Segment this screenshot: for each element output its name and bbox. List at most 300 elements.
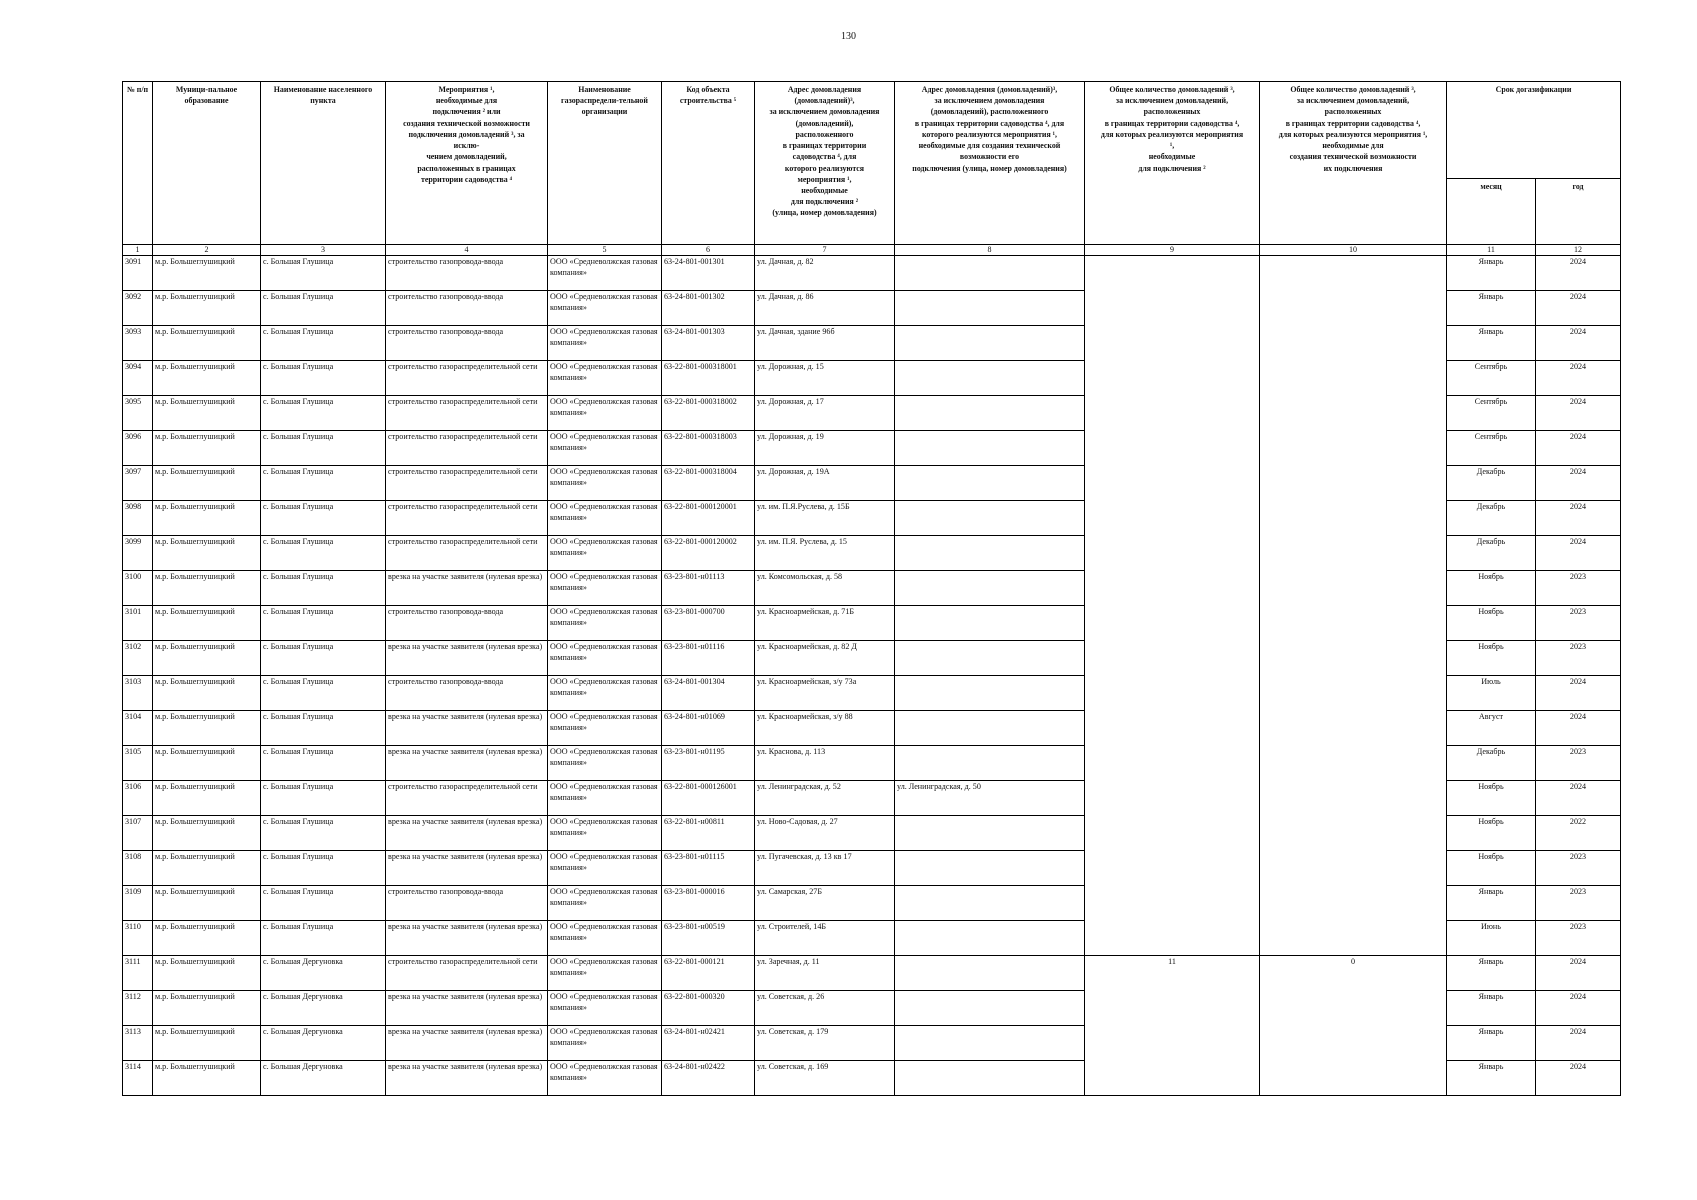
row-address: ул. Самарская, 27Б [755,886,895,921]
header-count-tech [1260,82,1447,245]
row-organization: ООО «Средневолжская газовая компания» [548,921,662,956]
header-line: ¹, [1169,141,1175,151]
header-line: расположенного [795,129,854,139]
row-organization: ООО «Средневолжская газовая компания» [548,676,662,711]
row-address-tech [895,396,1085,431]
page-number: 130 [841,31,856,42]
row-month: Сентябрь [1447,396,1536,431]
row-number: 3105 [123,746,153,781]
header-line: мероприятия ¹, [797,174,852,184]
row-month: Декабрь [1447,746,1536,781]
row-event: врезка на участке заявителя (нулевая врезка) [386,816,548,851]
row-year: 2024 [1536,361,1621,396]
row-object-code: 63-22-801-000318003 [662,431,755,466]
header-deadline: Срок догазификации [1447,82,1621,179]
row-month: Январь [1447,1061,1536,1096]
row-year: 2024 [1536,431,1621,466]
header-month: месяц [1447,179,1536,245]
row-address-tech [895,431,1085,466]
header-line: (домовладений), [795,118,854,128]
row-settlement: с. Большая Глушица [261,361,386,396]
row-organization: ООО «Средневолжская газовая компания» [548,1061,662,1096]
row-settlement: с. Большая Дергуновка [261,1061,386,1096]
header-line: для которых реализуются мероприятия ¹, [1278,129,1428,139]
row-address-tech [895,256,1085,291]
header-line: необходимые для [435,96,498,106]
row-month: Декабрь [1447,501,1536,536]
row-municipality: м.р. Большеглушицкий [153,431,261,466]
row-settlement: с. Большая Дергуновка [261,991,386,1026]
row-event: строительство газораспределительной сети [386,361,548,396]
header-events-text [388,84,545,185]
row-number: 3099 [123,536,153,571]
header-line: необходимые [801,185,848,195]
row-year: 2024 [1536,676,1621,711]
row-municipality: м.р. Большеглушицкий [153,1061,261,1096]
header-line: возможности его [959,152,1020,162]
header-line: которого реализуются [784,163,865,173]
column-number: 8 [895,245,1085,256]
header-address [755,82,895,245]
row-settlement: с. Большая Дергуновка [261,956,386,991]
row-address: ул. Дорожная, д. 19А [755,466,895,501]
column-number: 2 [153,245,261,256]
header-count-tech-text [1262,84,1444,174]
row-year: 2023 [1536,606,1621,641]
row-event: врезка на участке заявителя (нулевая врезка) [386,921,548,956]
column-number: 1 [123,245,153,256]
row-object-code: 63-23-801-000016 [662,886,755,921]
row-year: 2024 [1536,536,1621,571]
row-object-code: 63-22-801-000318002 [662,396,755,431]
row-organization: ООО «Средневолжская газовая компания» [548,746,662,781]
row-number: 3102 [123,641,153,676]
header-line: создания технической возможности [403,118,530,128]
row-object-code: 63-24-801-001302 [662,291,755,326]
header-line: подключения (улица, номер домовладения) [912,163,1067,173]
row-settlement: с. Большая Глушица [261,606,386,641]
header-settlement: Наименование населенного пункта [261,82,386,245]
group-count-connect [1085,256,1260,956]
row-year: 2024 [1536,291,1621,326]
row-event: врезка на участке заявителя (нулевая врезка) [386,711,548,746]
row-organization: ООО «Средневолжская газовая компания» [548,641,662,676]
row-year: 2024 [1536,466,1621,501]
table-row [123,256,1621,291]
header-address-tech [895,82,1085,245]
row-month: Январь [1447,1026,1536,1061]
row-municipality: м.р. Большеглушицкий [153,256,261,291]
row-municipality: м.р. Большеглушицкий [153,536,261,571]
row-organization: ООО «Средневолжская газовая компания» [548,501,662,536]
row-municipality: м.р. Большеглушицкий [153,1026,261,1061]
row-month: Декабрь [1447,536,1536,571]
row-number: 3093 [123,326,153,361]
row-event: строительство газопровода-ввода [386,256,548,291]
row-municipality: м.р. Большеглушицкий [153,641,261,676]
header-line: (улица, номер домовладения) [772,208,877,218]
row-number: 3097 [123,466,153,501]
row-organization: ООО «Средневолжская газовая компания» [548,991,662,1026]
row-month: Сентябрь [1447,431,1536,466]
row-object-code: 63-24-801-н01069 [662,711,755,746]
row-settlement: с. Большая Глушица [261,571,386,606]
row-organization: ООО «Средневолжская газовая компания» [548,431,662,466]
row-event: строительство газопровода-ввода [386,291,548,326]
row-address-tech [895,711,1085,746]
row-organization: ООО «Средневолжская газовая компания» [548,326,662,361]
row-settlement: с. Большая Глушица [261,676,386,711]
row-address-tech [895,921,1085,956]
row-settlement: с. Большая Глушица [261,886,386,921]
group-count-connect: 11 [1085,956,1260,1096]
row-year: 2024 [1536,501,1621,536]
row-year: 2022 [1536,816,1621,851]
row-address-tech [895,501,1085,536]
row-object-code: 63-22-801-000121 [662,956,755,991]
header-line: исклю- [453,141,480,151]
row-settlement: с. Большая Глушица [261,291,386,326]
row-municipality: м.р. Большеглушицкий [153,396,261,431]
header-line: Общее количество домовладений ³, [1109,85,1235,94]
row-year: 2024 [1536,956,1621,991]
row-settlement: с. Большая Глушица [261,501,386,536]
column-number: 10 [1260,245,1447,256]
row-address: ул. Красноармейская, з/у 73а [755,676,895,711]
row-object-code: 63-22-801-000320 [662,991,755,1026]
row-address-tech [895,326,1085,361]
row-address: ул. Советская, д. 179 [755,1026,895,1061]
row-year: 2024 [1536,1026,1621,1061]
column-number: 9 [1085,245,1260,256]
header-line: территории садоводства ⁴ [421,174,512,184]
row-object-code: 63-24-801-001301 [662,256,755,291]
header-line: (домовладений), расположенного [930,107,1049,117]
row-number: 3095 [123,396,153,431]
header-line: необходимые для создания технической [918,141,1061,151]
row-year: 2023 [1536,851,1621,886]
row-object-code: 63-23-801-000700 [662,606,755,641]
row-settlement: с. Большая Глушица [261,326,386,361]
row-object-code: 63-23-801-н00519 [662,921,755,956]
row-object-code: 63-22-801-н00811 [662,816,755,851]
header-line: расположенных [1324,107,1382,117]
row-municipality: м.р. Большеглушицкий [153,676,261,711]
row-address-tech [895,956,1085,991]
row-month: Декабрь [1447,466,1536,501]
row-organization: ООО «Средневолжская газовая компания» [548,291,662,326]
row-settlement: с. Большая Глушица [261,711,386,746]
row-address-tech [895,746,1085,781]
row-address: ул. Советская, д. 169 [755,1061,895,1096]
row-organization: ООО «Средневолжская газовая компания» [548,1026,662,1061]
header-line: которого реализуются мероприятия ¹, [921,129,1058,139]
row-event: строительство газораспределительной сети [386,396,548,431]
row-object-code: 63-23-801-н01116 [662,641,755,676]
row-object-code: 63-23-801-н01195 [662,746,755,781]
row-number: 3108 [123,851,153,886]
header-line: за исключением домовладения [934,96,1045,106]
row-event: строительство газопровода-ввода [386,606,548,641]
header-line: для подключения ² [1138,163,1206,173]
row-address: ул. Дорожная, д. 15 [755,361,895,396]
header-line: за исключением домовладения [769,107,880,117]
header-line: расположенных в границах [417,163,516,173]
row-object-code: 63-23-801-н01115 [662,851,755,886]
row-month: Ноябрь [1447,816,1536,851]
row-address: ул. Строителей, 14Б [755,921,895,956]
group-count-tech: 0 [1260,956,1447,1096]
row-month: Ноябрь [1447,571,1536,606]
column-number: 7 [755,245,895,256]
row-municipality: м.р. Большеглушицкий [153,501,261,536]
row-month: Январь [1447,956,1536,991]
row-number: 3109 [123,886,153,921]
row-municipality: м.р. Большеглушицкий [153,291,261,326]
row-event: строительство газораспределительной сети [386,466,548,501]
header-line: в границах территории [782,141,867,151]
row-year: 2024 [1536,1061,1621,1096]
row-number: 3092 [123,291,153,326]
header-count-connect-text [1087,84,1257,174]
row-organization: ООО «Средневолжская газовая компания» [548,886,662,921]
header-line: создания технической возможности [1289,152,1417,162]
header-line: Мероприятия ¹, [438,85,495,94]
row-municipality: м.р. Большеглушицкий [153,816,261,851]
row-organization: ООО «Средневолжская газовая компания» [548,606,662,641]
row-municipality: м.р. Большеглушицкий [153,956,261,991]
row-municipality: м.р. Большеглушицкий [153,326,261,361]
row-object-code: 63-22-801-000126001 [662,781,755,816]
row-organization: ООО «Средневолжская газовая компания» [548,816,662,851]
row-address-tech [895,1026,1085,1061]
table-body [123,256,1621,1096]
row-number: 3113 [123,1026,153,1061]
header-line: Адрес домовладения [787,85,862,94]
row-event: строительство газораспределительной сети [386,431,548,466]
row-month: Ноябрь [1447,641,1536,676]
row-address: ул. Советская, д. 26 [755,991,895,1026]
row-month: Июнь [1447,921,1536,956]
row-number: 3091 [123,256,153,291]
row-number: 3112 [123,991,153,1026]
row-municipality: м.р. Большеглушицкий [153,921,261,956]
row-municipality: м.р. Большеглушицкий [153,851,261,886]
row-settlement: с. Большая Глушица [261,536,386,571]
row-number: 3094 [123,361,153,396]
header-line: Адрес домовладения (домовладений)³, [921,85,1058,94]
row-organization: ООО «Средневолжская газовая компания» [548,466,662,501]
row-address-tech [895,536,1085,571]
row-organization: ООО «Средневолжская газовая компания» [548,851,662,886]
row-address: ул. Красноармейская, з/у 88 [755,711,895,746]
header-line: расположенных [1143,107,1201,117]
row-object-code: 63-23-801-н01113 [662,571,755,606]
row-municipality: м.р. Большеглушицкий [153,991,261,1026]
row-address-tech [895,606,1085,641]
row-number: 3096 [123,431,153,466]
row-object-code: 63-22-801-000120002 [662,536,755,571]
row-number: 3114 [123,1061,153,1096]
row-municipality: м.р. Большеглушицкий [153,711,261,746]
table-header [123,82,1621,256]
row-year: 2023 [1536,886,1621,921]
header-municipality: Муници-пальное образование [153,82,261,245]
row-settlement: с. Большая Глушица [261,851,386,886]
row-month: Ноябрь [1447,851,1536,886]
header-line: за исключением домовладений, [1115,96,1229,106]
column-number: 6 [662,245,755,256]
row-number: 3107 [123,816,153,851]
row-month: Январь [1447,291,1536,326]
row-number: 3100 [123,571,153,606]
row-address: ул. Дорожная, д. 17 [755,396,895,431]
column-number: 3 [261,245,386,256]
row-address: ул. им. П.Я.Руслева, д. 15Б [755,501,895,536]
row-event: врезка на участке заявителя (нулевая врезка) [386,991,548,1026]
row-year: 2024 [1536,991,1621,1026]
row-year: 2023 [1536,641,1621,676]
header-line: в границах территории садоводства ⁴, [1285,118,1421,128]
row-address: ул. Красноармейская, д. 82 Д [755,641,895,676]
row-object-code: 63-24-801-н02421 [662,1026,755,1061]
header-num: № п/п [123,82,153,245]
row-address: ул. Дачная, д. 86 [755,291,895,326]
header-year: год [1536,179,1621,245]
row-event: строительство газораспределительной сети [386,536,548,571]
row-year: 2023 [1536,746,1621,781]
row-address-tech [895,991,1085,1026]
group-count-tech [1260,256,1447,956]
row-municipality: м.р. Большеглушицкий [153,746,261,781]
row-address-tech [895,1061,1085,1096]
row-settlement: с. Большая Глушица [261,256,386,291]
header-organization: Наименование газораспредели-тельной организации [548,82,662,245]
column-numbers-row [123,245,1621,256]
row-event: врезка на участке заявителя (нулевая врезка) [386,1026,548,1061]
header-line: за исключением домовладений, [1296,96,1410,106]
row-number: 3110 [123,921,153,956]
row-settlement: с. Большая Глушица [261,641,386,676]
row-municipality: м.р. Большеглушицкий [153,466,261,501]
header-line: необходимые [1148,152,1196,162]
row-settlement: с. Большая Глушица [261,921,386,956]
row-organization: ООО «Средневолжская газовая компания» [548,361,662,396]
row-event: строительство газораспределительной сети [386,501,548,536]
header-address-text [757,84,892,219]
row-settlement: с. Большая Дергуновка [261,1026,386,1061]
row-address: ул. Дачная, д. 82 [755,256,895,291]
header-line: чением домовладений, [426,152,507,162]
row-event: врезка на участке заявителя (нулевая врезка) [386,641,548,676]
row-year: 2024 [1536,781,1621,816]
row-month: Август [1447,711,1536,746]
row-address: ул. Дачная, здание 96б [755,326,895,361]
row-year: 2023 [1536,571,1621,606]
row-event: врезка на участке заявителя (нулевая врезка) [386,571,548,606]
row-object-code: 63-24-801-001303 [662,326,755,361]
row-object-code: 63-22-801-000318001 [662,361,755,396]
row-address-tech [895,886,1085,921]
row-organization: ООО «Средневолжская газовая компания» [548,571,662,606]
row-month: Ноябрь [1447,781,1536,816]
header-count-connect [1085,82,1260,245]
header-line: в границах территории садоводства ⁴, [1104,118,1240,128]
header-events [386,82,548,245]
row-month: Ноябрь [1447,606,1536,641]
row-settlement: с. Большая Глушица [261,816,386,851]
row-number: 3111 [123,956,153,991]
row-year: 2024 [1536,396,1621,431]
row-organization: ООО «Средневолжская газовая компания» [548,711,662,746]
header-line: подключения ² или [432,107,501,117]
header-line: (домовладений)³, [794,96,855,106]
row-municipality: м.р. Большеглушицкий [153,886,261,921]
row-number: 3101 [123,606,153,641]
row-address: ул. Комсомольская, д. 58 [755,571,895,606]
table-row [123,956,1621,991]
row-month: Январь [1447,256,1536,291]
row-month: Июль [1447,676,1536,711]
row-address-tech [895,851,1085,886]
header-line: подключения домовладений ³, за [408,129,525,139]
row-address-tech [895,291,1085,326]
row-year: 2024 [1536,326,1621,361]
row-number: 3098 [123,501,153,536]
row-event: строительство газопровода-ввода [386,676,548,711]
row-object-code: 63-24-801-н02422 [662,1061,755,1096]
row-address-tech [895,361,1085,396]
row-year: 2024 [1536,711,1621,746]
row-municipality: м.р. Большеглушицкий [153,361,261,396]
header-line: их подключения [1323,163,1383,173]
row-number: 3104 [123,711,153,746]
row-organization: ООО «Средневолжская газовая компания» [548,781,662,816]
row-month: Январь [1447,326,1536,361]
row-address-tech [895,816,1085,851]
header-line: необходимые для [1322,141,1384,151]
row-month: Январь [1447,886,1536,921]
row-organization: ООО «Средневолжская газовая компания» [548,256,662,291]
row-event: строительство газораспределительной сети [386,781,548,816]
row-event: строительство газопровода-ввода [386,326,548,361]
row-municipality: м.р. Большеглушицкий [153,571,261,606]
row-settlement: с. Большая Глушица [261,781,386,816]
header-address-tech-text [897,84,1082,174]
row-event: строительство газораспределительной сети [386,956,548,991]
row-object-code: 63-22-801-000318004 [662,466,755,501]
row-organization: ООО «Средневолжская газовая компания» [548,396,662,431]
row-address: ул. Красноармейская, д. 71Б [755,606,895,641]
row-number: 3103 [123,676,153,711]
column-number: 4 [386,245,548,256]
column-number: 12 [1536,245,1621,256]
row-settlement: с. Большая Глушица [261,431,386,466]
row-organization: ООО «Средневолжская газовая компания» [548,536,662,571]
row-address-tech [895,641,1085,676]
header-line: для подключения ² [790,197,859,207]
row-address: ул. им. П.Я. Руслева, д. 15 [755,536,895,571]
row-year: 2023 [1536,921,1621,956]
row-settlement: с. Большая Глушица [261,396,386,431]
row-address-tech [895,676,1085,711]
header-line: Общее количество домовладений ³, [1290,85,1416,94]
header-object-code: Код объекта строительства ⁵ [662,82,755,245]
row-organization: ООО «Средневолжская газовая компания» [548,956,662,991]
column-number: 11 [1447,245,1536,256]
row-month: Январь [1447,991,1536,1026]
column-number: 5 [548,245,662,256]
